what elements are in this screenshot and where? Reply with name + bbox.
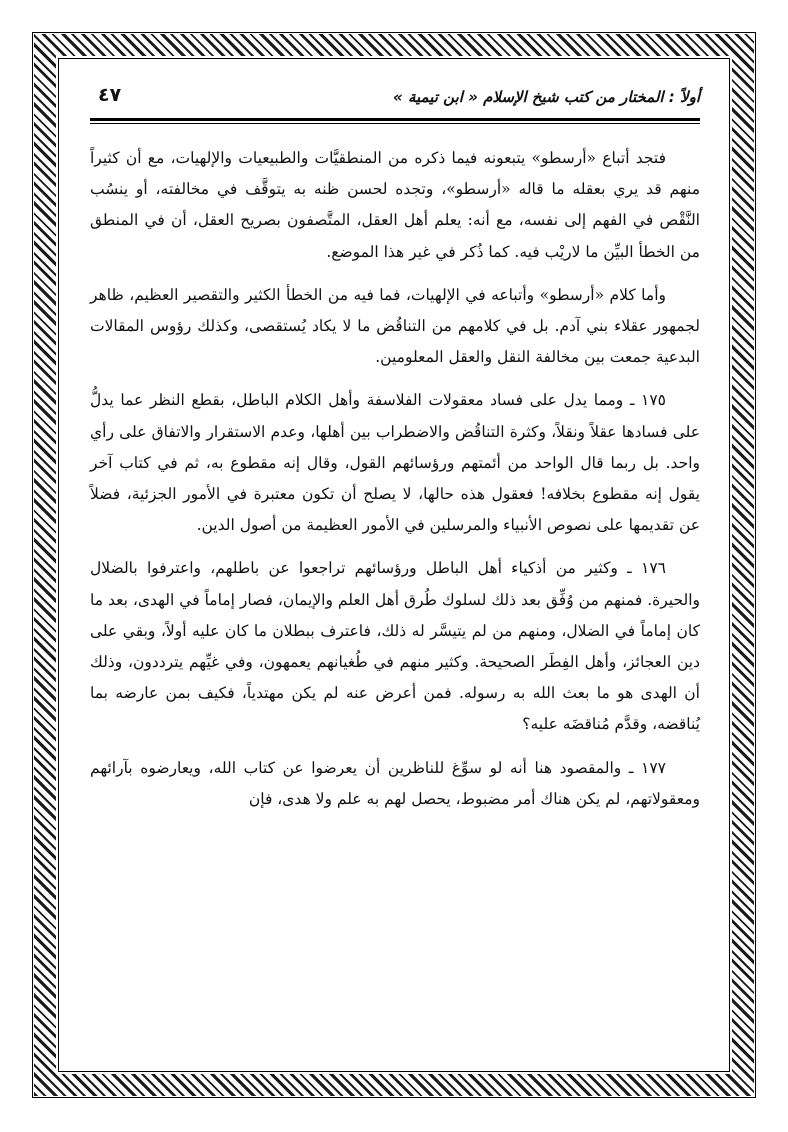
header-rule (90, 118, 700, 121)
paragraph: ١٧٧ ـ والمقصود هنا أنه لو سوِّغ للناظرين أن يعرضوا عن كتاب الله، ويعارضوه بآرائهم ومعقولاتهم، لم يكن هناك أمر مضبوط، يحصل لهم به علم ولا هدى، فإن (90, 758, 700, 808)
paragraph: وأما كلام «أرسطو» وأتباعه في الإلهيات، فما فيه من الخطأ الكثير والتقصير العظيم، ظاهر لجمهور عقلاء بني آدم. بل في كلامهم من التناقُض ما لا يكاد يُستقصى، وكذلك رؤوس المقالات البدعية جمعت بين مخالفة النقل والعقل المعلومين. (90, 285, 700, 367)
paragraph: فتجد أتباع «أرسطو» يتبعونه فيما ذكره من المنطقيَّات والطبيعيات والإلهيات، مع أن كثيراً منهم قد يري بعقله ما قاله «أرسطو»، وتجده لحسن ظنه به يتوقَّف في مخالفته، أو ينسُب النَّقْص في الفهم إلى نفسه، مع أنه: يعلم أهل العقل، المتَّصفون بصريح العقل، أن في المنطق من الخطأ البيِّن ما لاريْب فيه. كما ذُكر في غير هذا الموضع. (90, 149, 700, 261)
page-number: ٤٧ (98, 84, 122, 106)
paragraph: ١٧٦ ـ وكثير من أذكياء أهل الباطل ورؤسائهم تراجعوا عن باطلهم، واعترفوا بالضلال والحيرة. فمنهم من وُفِّق بعد ذلك لسلوك طُرق أهل العلم والإيمان، فصار إماماً في الهدى، بعد ما كان إماماً في الضلال، ومنهم من لم يتيسَّر له ذلك، فاعترف ببطلان ما كان عليه أولاً، وبقي على دين العجائز، وأهل الفِطَر الصحيحة. وكثير منهم في طُغيانهم يعمهون، وفي غيِّهم يترددون، وذلك أن الهدى هو ما بعث الله به رسوله. فمن أعرض عنه لم يكن مهتدياً، فكيف بمن عارضه بما يُناقضه، وقدَّم مُناقضَه عليه؟ (90, 559, 700, 734)
running-title: أولاً : المختار من كتب شيخ الإسلام « ابن تيمية » (393, 88, 700, 106)
body-text (90, 143, 700, 815)
header-rule-thin (90, 123, 700, 124)
page-header (90, 84, 700, 116)
paragraph: ١٧٥ ـ ومما يدل على فساد معقولات الفلاسفة وأهل الكلام الباطل، بقطع النظر عما يدلُّ على فسادها عقلاً ونقلاً، وكثرة التناقُض والاضطراب بين أهلها، وعدم الاستقرار والاتفاق على رأي واحد. بل ربما قال الواحد من أئمتهم ورؤسائهم القول، وقال إنه مقطوع به، ثم في كتاب آخر يقول إنه مقطوع بخلافه! فعقول هذه حالها، لا يصلح أن تكون معتبرة في الأمور الجزئية، فضلاً عن تقديمها على نصوص الأنبياء والمرسلين في الأمور العظيمة من أصول الدين. (90, 391, 700, 535)
